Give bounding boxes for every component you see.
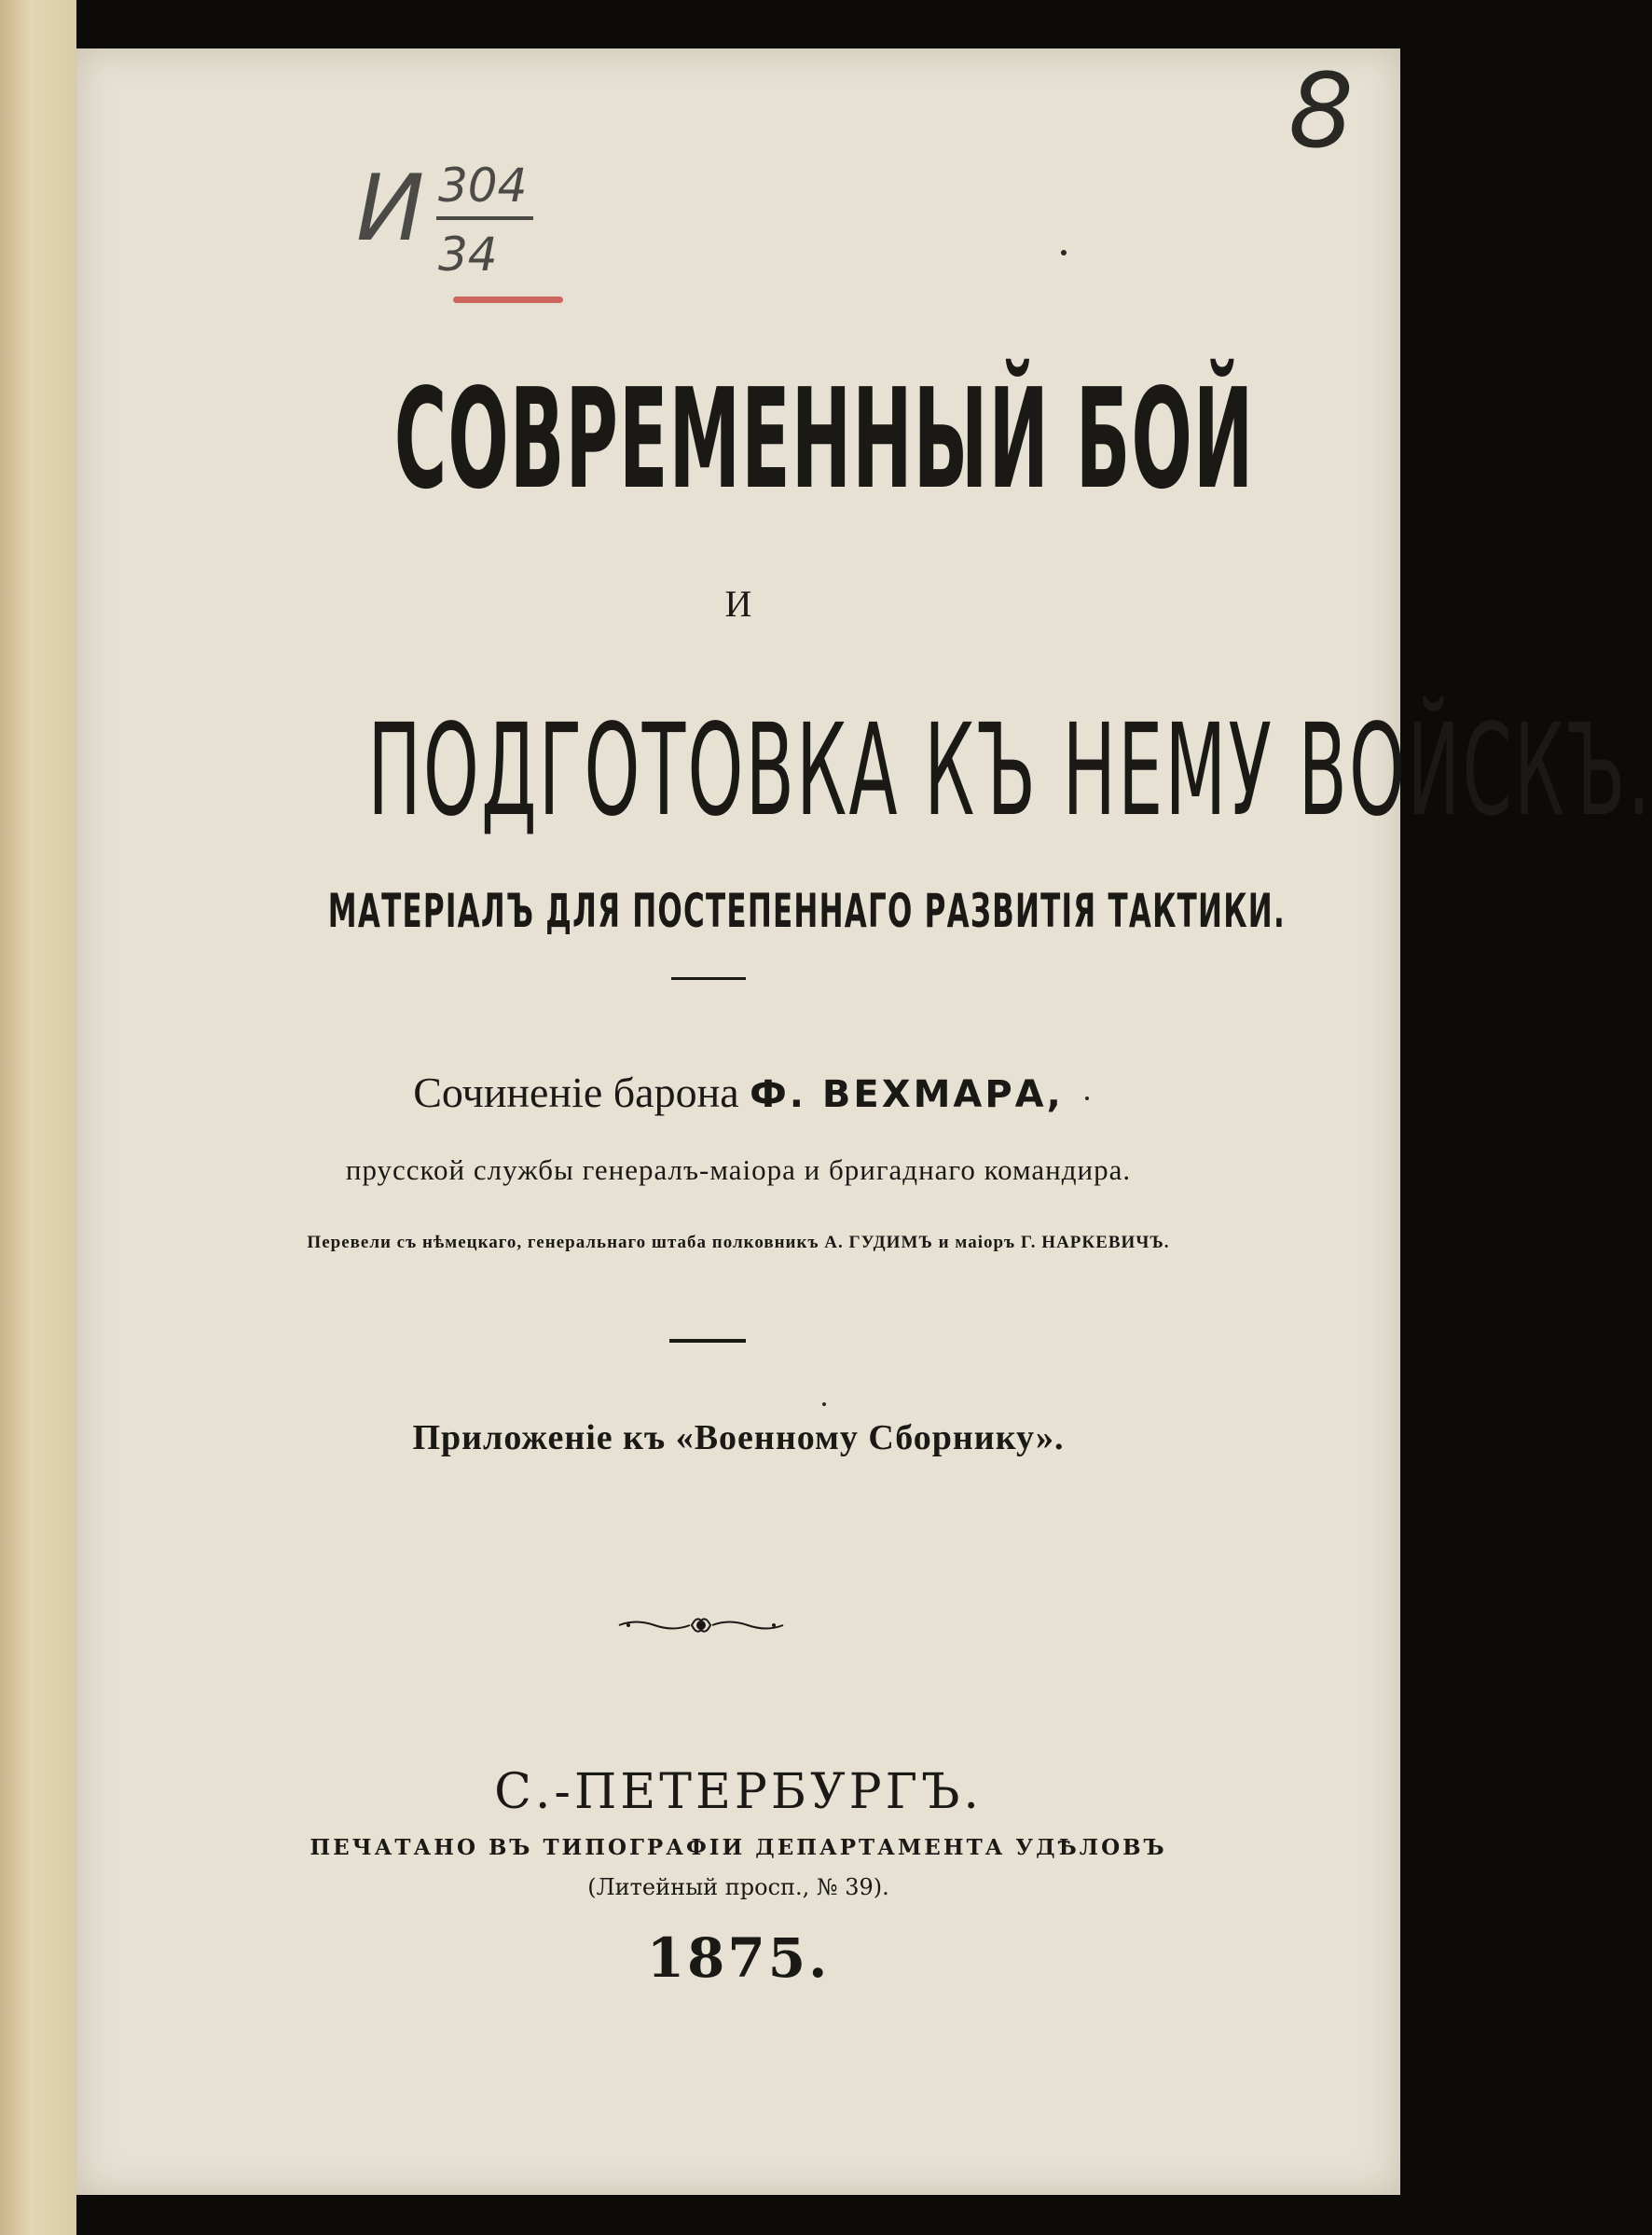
call-number-fraction-rule <box>436 216 533 220</box>
title-conjunction: И <box>724 583 752 625</box>
ink-speck <box>1085 1097 1089 1100</box>
divider-rule-top <box>671 977 746 980</box>
imprint-address: (Литейный просп., № 39). <box>587 1874 889 1900</box>
author-prefix: Сочиненіе барона <box>413 1069 739 1116</box>
ornament-svg <box>617 1611 785 1639</box>
author-name: Ф. ВЕХМАРА, <box>750 1073 1064 1116</box>
supplement-line: Приложеніе къ «Военному Сборнику». <box>412 1418 1065 1457</box>
divider-rule-bottom <box>669 1339 746 1343</box>
subtitle: МАТЕРІАЛЪ ДЛЯ ПОСТЕПЕННАГО РАЗВИТІЯ ТАКТИКИ. <box>327 884 1287 938</box>
call-number-letter: И <box>356 156 425 262</box>
author-line <box>76 1071 1400 1114</box>
translators-line: Перевели съ нѣмецкаго, генеральнаго штаба полковникъ А. ГУДИМЪ и маіоръ Г. НАРКЕВИЧЪ. <box>307 1233 1170 1252</box>
main-title-line-2: ПОДГОТОВКА КЪ НЕМУ ВОЙСКЪ. <box>367 697 1652 845</box>
call-number-bottom: 34 <box>438 228 498 282</box>
call-number-top: 304 <box>438 159 528 213</box>
imprint-printer: ПЕЧАТАНО ВЪ ТИПОГРАФІИ ДЕПАРТАМЕНТА УДѢЛОВЪ <box>310 1835 1167 1860</box>
ink-speck <box>1061 250 1067 255</box>
corner-handwritten-mark: 8 <box>1288 51 1354 171</box>
imprint-city: С.-ПЕТЕРБУРГЪ. <box>494 1764 983 1820</box>
red-pencil-underline <box>453 297 563 303</box>
ink-speck <box>822 1402 826 1406</box>
main-title-line-1: СОВРЕМЕННЫЙ БОЙ <box>393 359 1255 519</box>
author-rank: прусской службы генералъ-маіора и бригаднаго командира. <box>345 1153 1132 1186</box>
book-spine-edge <box>0 0 76 2235</box>
imprint-year: 1875. <box>646 1926 831 1990</box>
printer-ornament-icon <box>617 1611 785 1639</box>
title-page <box>76 48 1652 2195</box>
